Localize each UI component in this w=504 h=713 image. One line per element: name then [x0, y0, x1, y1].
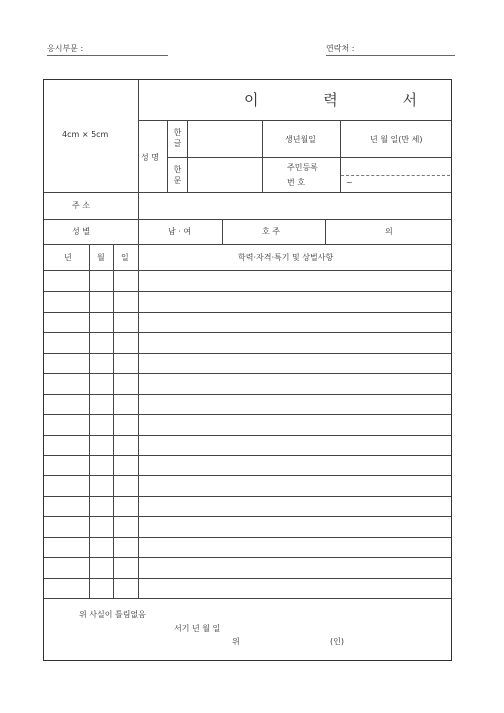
hanja-name-field[interactable]	[188, 158, 262, 192]
history-row[interactable]	[44, 475, 451, 495]
history-row[interactable]	[44, 414, 451, 434]
name-label: 성 명	[141, 153, 159, 162]
resident-label-top: 주민등록	[287, 163, 318, 172]
birth-label: 생년월일	[285, 135, 316, 144]
korean-label-bottom: 글	[173, 139, 182, 148]
history-row[interactable]	[44, 291, 451, 311]
relation-value[interactable]: 의	[385, 227, 393, 236]
history-row-line	[44, 455, 451, 456]
family-head-label: 호 주	[262, 227, 280, 236]
department-field[interactable]	[47, 55, 168, 56]
history-row[interactable]	[44, 394, 451, 414]
history-row[interactable]	[44, 435, 451, 455]
history-row[interactable]	[44, 578, 451, 598]
col-month-header: 월	[97, 253, 105, 262]
col-details-header: 학력·자격·특기 및 상벌사항	[238, 253, 334, 262]
photo-divider	[138, 80, 139, 192]
history-row-line	[44, 353, 451, 354]
history-header-top-line	[44, 244, 451, 245]
history-row[interactable]	[44, 353, 451, 373]
hanja-label	[170, 164, 185, 186]
history-row[interactable]	[44, 496, 451, 516]
department-label: 응시부문 :	[47, 44, 84, 53]
history-row[interactable]	[44, 455, 451, 475]
hanja-label-bottom: 문	[173, 176, 182, 185]
history-row-line	[44, 435, 451, 436]
resident-dash-line	[341, 175, 450, 176]
history-row-line	[44, 373, 451, 374]
history-row-line	[44, 537, 451, 538]
history-row[interactable]	[44, 537, 451, 557]
contact-label: 연락처 :	[326, 44, 355, 53]
history-row[interactable]	[44, 312, 451, 332]
history-row[interactable]	[44, 332, 451, 352]
history-bottom-line	[44, 598, 451, 599]
family-head-divider	[325, 220, 326, 244]
history-row-line	[44, 291, 451, 292]
history-row[interactable]	[44, 271, 451, 291]
history-row-line	[44, 394, 451, 395]
gender-label: 성 별	[72, 227, 90, 236]
korean-label-top: 한	[173, 128, 182, 137]
history-row[interactable]	[44, 516, 451, 536]
gender-value-divider	[222, 220, 223, 244]
resident-tilde[interactable]: ~	[346, 178, 353, 187]
contact-field[interactable]	[326, 55, 455, 56]
gender-top-line	[44, 219, 451, 220]
address-field[interactable]	[139, 193, 450, 219]
history-row-line	[44, 312, 451, 313]
history-row-line	[44, 475, 451, 476]
hanja-label-top: 한	[173, 165, 182, 174]
history-row-line	[44, 332, 451, 333]
history-row-line	[44, 557, 451, 558]
history-row[interactable]	[44, 373, 451, 393]
history-row-line	[44, 578, 451, 579]
korean-label	[170, 127, 185, 149]
birth-value[interactable]: 년 월 일(만 세)	[370, 135, 423, 144]
declaration-text: 위 사실이 틀림없음	[79, 610, 146, 619]
title-divider	[139, 120, 451, 121]
address-label: 주 소	[72, 201, 90, 210]
korean-name-field[interactable]	[188, 121, 262, 157]
date-line[interactable]: 서기 년 월 일	[174, 624, 221, 633]
signature-prefix: 위	[232, 637, 240, 646]
resident-label-bottom: 번 호	[287, 178, 305, 187]
history-row[interactable]	[44, 557, 451, 577]
col-year-header: 년	[64, 253, 72, 262]
form-title: 이 력 서	[244, 91, 448, 109]
seal-mark[interactable]: (인)	[330, 637, 344, 646]
history-row-line	[44, 414, 451, 415]
history-row-line	[44, 516, 451, 517]
history-row-line	[44, 496, 451, 497]
col-day-header: 일	[121, 253, 129, 262]
photo-size-label: 4cm × 5cm	[62, 130, 109, 139]
gender-value[interactable]: 남 · 여	[168, 227, 192, 236]
